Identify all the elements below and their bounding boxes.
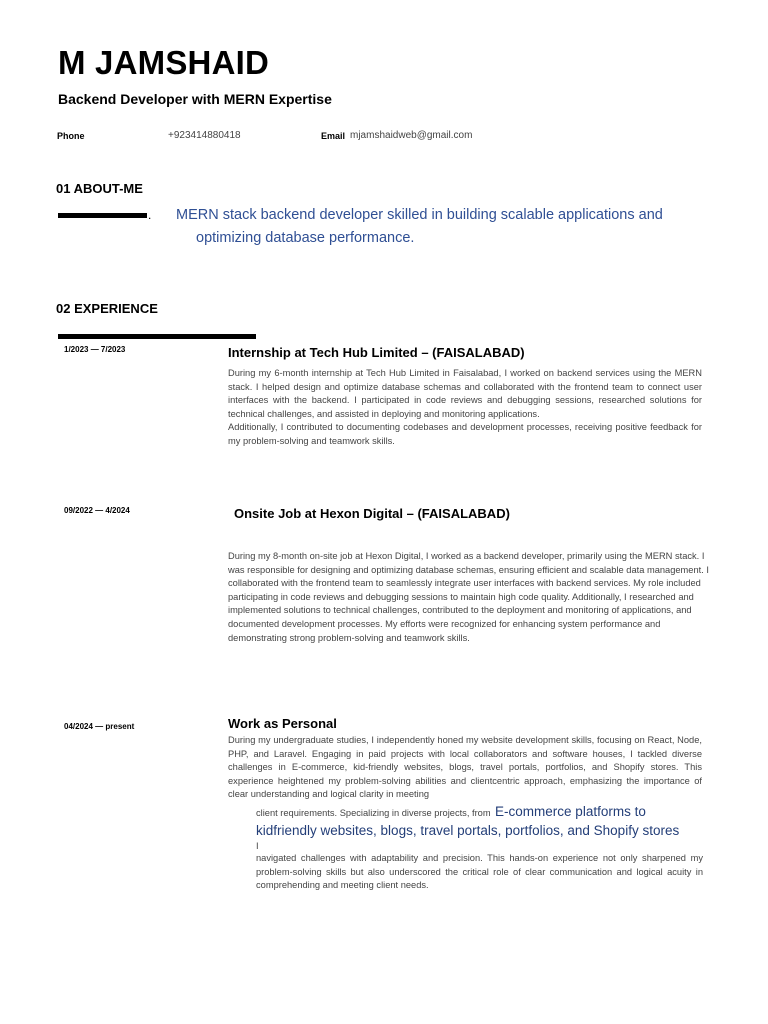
job-3-mark: I (256, 841, 259, 851)
job-1-paragraph-1: During my 6-month internship at Tech Hub Limited in Faisalabad, I worked on backend services using the MERN stack. I helped design and optimize database schemas and collaborated with the frontend team to connect user interfaces with the backend. I participated in code reviews and debugging sessions, researched solutions for technical challenges, and assisted in deploying and monitoring applications. (228, 368, 702, 419)
about-section-title: 01 ABOUT-ME (56, 181, 143, 196)
about-text (176, 204, 716, 250)
job-3-paragraph-2-prefix: client requirements. Specializing in diverse projects, from (256, 808, 491, 818)
experience-divider-bar (58, 334, 256, 339)
job-1-paragraph-2: Additionally, I contributed to documenting codebases and development processes, receiving positive feedback for my problem-solving and teamwork skills. (228, 422, 702, 446)
about-divider-bar (58, 213, 147, 218)
phone-value: +923414880418 (168, 130, 241, 141)
job-1-date: 1/2023 — 7/2023 (64, 345, 126, 354)
experience-section-title: 02 EXPERIENCE (56, 301, 158, 316)
job-2-title: Onsite Job at Hexon Digital – (FAISALABAD) (234, 506, 510, 521)
job-3-paragraph-2 (256, 802, 708, 854)
job-3-title: Work as Personal (228, 716, 337, 731)
job-2-description: During my 8-month on-site job at Hexon Digital, I worked as a backend developer, primarily using the MERN stack. I was responsible for designing and optimizing database schemas, ensuring efficient and scalable data management. I collaborated with the frontend team to seamlessly integrate user interfaces with backend services. My role included participating in code reviews and debugging sessions to maintain high code quality. Additionally, I researched and implemented solutions to technical challenges, contributed to the deployment and monitoring of applications, and documented development processes. My efforts were recognized for enhancing system performance and demonstrating strong problem-solving and teamwork skills. (228, 551, 709, 643)
email-value: mjamshaidweb@gmail.com (350, 130, 473, 141)
job-3-highlight-1: E-commerce platforms to (495, 804, 646, 819)
job-1-title: Internship at Tech Hub Limited – (FAISALABAD) (228, 345, 525, 360)
job-1-description (228, 367, 702, 449)
job-3-paragraph-3: navigated challenges with adaptability and precision. This hands-on experience not only sharpened my problem-solving skills but also underscored the critical role of clear communication and logical acuity in comprehending and meeting client needs. (256, 853, 703, 891)
about-line-1: MERN stack backend developer skilled in building scalable applications and (176, 207, 663, 223)
phone-label: Phone (57, 131, 85, 141)
candidate-tagline: Backend Developer with MERN Expertise (58, 91, 332, 107)
job-3-highlight-2: kidfriendly websites, blogs, travel portals, portfolios, and Shopify stores (256, 823, 680, 838)
about-dot: . (148, 208, 152, 222)
email-label: Email (321, 131, 346, 141)
job-2-date: 09/2022 — 4/2024 (64, 506, 130, 515)
about-line-2: optimizing database performance. (196, 230, 415, 246)
job-3-paragraph-1: During my undergraduate studies, I independently honed my website development skills, focusing on React, Node, PHP, and Laravel. Engaging in paid projects with local collaborators and software houses, I tackled diverse challenges in E-commerce, kid-friendly websites, blogs, travel portals, portfolios, and Shopify stores. This experience heightened my problem-solving abilities and clientcentric approach, emphasizing the importance of clear understanding and logical clarity in meeting (228, 735, 702, 800)
job-3-date: 04/2024 — present (64, 722, 135, 731)
candidate-name: M JAMSHAID (58, 44, 270, 81)
